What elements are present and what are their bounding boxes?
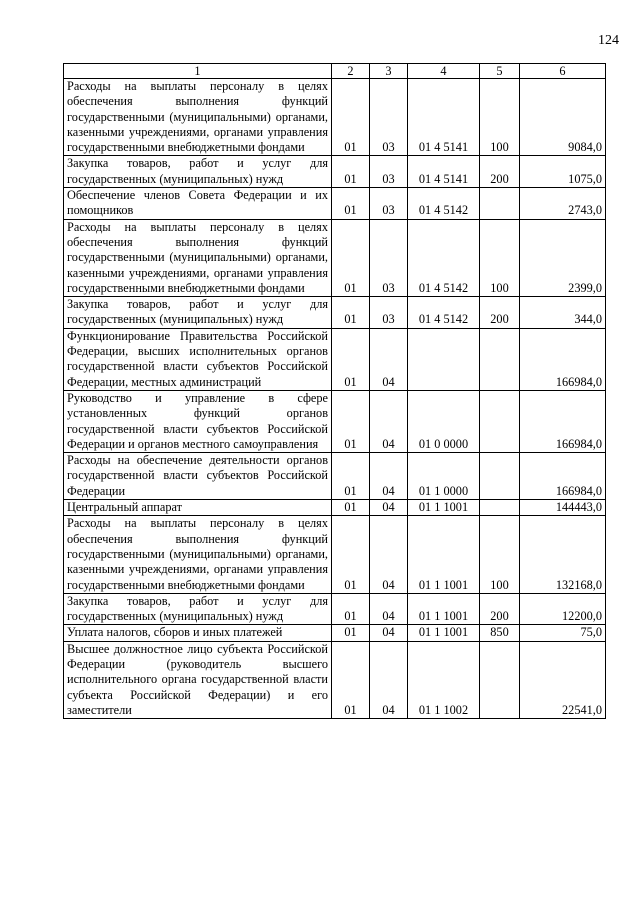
row-expense-type-cell	[480, 188, 520, 220]
row-expense-type-cell: 100	[480, 79, 520, 156]
row-expense-type-cell: 200	[480, 593, 520, 625]
row-section-cell: 01	[332, 297, 370, 329]
row-target-article-cell: 01 1 1001	[408, 500, 480, 516]
column-header-amount: 6	[520, 64, 606, 79]
row-amount-cell: 344,0	[520, 297, 606, 329]
row-subsection-cell: 04	[370, 516, 408, 593]
header-row	[64, 64, 606, 79]
column-header-subsection: 3	[370, 64, 408, 79]
row-amount-cell: 1075,0	[520, 156, 606, 188]
row-subsection-cell: 04	[370, 500, 408, 516]
row-section-cell: 01	[332, 516, 370, 593]
table-row	[64, 500, 606, 516]
table-row	[64, 328, 606, 390]
row-target-article-cell: 01 4 5142	[408, 219, 480, 296]
row-section-cell: 01	[332, 156, 370, 188]
row-subsection-cell: 04	[370, 641, 408, 718]
row-amount-cell: 9084,0	[520, 79, 606, 156]
table-row	[64, 156, 606, 188]
row-section-cell: 01	[332, 79, 370, 156]
row-amount-cell: 12200,0	[520, 593, 606, 625]
row-name-cell: Центральный аппарат	[64, 500, 332, 516]
row-section-cell: 01	[332, 500, 370, 516]
row-target-article-cell: 01 4 5141	[408, 156, 480, 188]
row-amount-cell: 166984,0	[520, 453, 606, 500]
column-header-section: 2	[332, 64, 370, 79]
row-subsection-cell: 04	[370, 453, 408, 500]
row-expense-type-cell	[480, 641, 520, 718]
row-section-cell: 01	[332, 625, 370, 641]
row-name-cell: Руководство и управление в сфере установленных функций органов государственной власти субъектов Российской Федерации и органов местного самоуправления	[64, 390, 332, 452]
row-expense-type-cell	[480, 500, 520, 516]
row-subsection-cell: 04	[370, 328, 408, 390]
row-section-cell: 01	[332, 593, 370, 625]
row-target-article-cell: 01 1 1002	[408, 641, 480, 718]
row-section-cell: 01	[332, 641, 370, 718]
row-name-cell: Функционирование Правительства Российской Федерации, высших исполнительных органов государственной власти субъектов Российской Федерации, местных администраций	[64, 328, 332, 390]
column-header-expense-type: 5	[480, 64, 520, 79]
table-row	[64, 297, 606, 329]
row-target-article-cell: 01 0 0000	[408, 390, 480, 452]
row-amount-cell: 144443,0	[520, 500, 606, 516]
row-target-article-cell: 01 1 1001	[408, 625, 480, 641]
row-expense-type-cell: 850	[480, 625, 520, 641]
row-expense-type-cell: 100	[480, 219, 520, 296]
row-amount-cell: 166984,0	[520, 390, 606, 452]
row-target-article-cell: 01 4 5142	[408, 297, 480, 329]
row-expense-type-cell	[480, 390, 520, 452]
row-target-article-cell	[408, 328, 480, 390]
table-row	[64, 641, 606, 718]
table-row	[64, 625, 606, 641]
row-subsection-cell: 03	[370, 188, 408, 220]
row-subsection-cell: 04	[370, 390, 408, 452]
table-row	[64, 516, 606, 593]
row-section-cell: 01	[332, 219, 370, 296]
row-section-cell: 01	[332, 328, 370, 390]
row-name-cell: Закупка товаров, работ и услуг для государственных (муниципальных) нужд	[64, 593, 332, 625]
row-amount-cell: 132168,0	[520, 516, 606, 593]
row-target-article-cell: 01 4 5141	[408, 79, 480, 156]
column-header-name: 1	[64, 64, 332, 79]
row-name-cell: Расходы на выплаты персоналу в целях обеспечения выполнения функций государственными (муниципальными) органами, казенными учреждениями, органами управления государственными внебюджетными фондами	[64, 219, 332, 296]
row-name-cell: Расходы на обеспечение деятельности органов государственной власти субъектов Российской Федерации	[64, 453, 332, 500]
row-name-cell: Расходы на выплаты персоналу в целях обеспечения выполнения функций государственными (муниципальными) органами, казенными учреждениями, органами управления государственными внебюджетными фондами	[64, 516, 332, 593]
row-subsection-cell: 03	[370, 219, 408, 296]
row-expense-type-cell	[480, 328, 520, 390]
row-subsection-cell: 03	[370, 79, 408, 156]
table-row	[64, 390, 606, 452]
row-name-cell: Расходы на выплаты персоналу в целях обеспечения выполнения функций государственными (муниципальными) органами, казенными учреждениями, органами управления государственными внебюджетными фондами	[64, 79, 332, 156]
row-amount-cell: 2399,0	[520, 219, 606, 296]
row-section-cell: 01	[332, 453, 370, 500]
table-row	[64, 453, 606, 500]
row-subsection-cell: 03	[370, 156, 408, 188]
row-target-article-cell: 01 1 0000	[408, 453, 480, 500]
row-target-article-cell: 01 1 1001	[408, 593, 480, 625]
row-name-cell: Высшее должностное лицо субъекта Российской Федерации (руководитель высшего исполнительного органа государственной власти субъекта Российской Федерации) и его заместители	[64, 641, 332, 718]
row-expense-type-cell: 200	[480, 156, 520, 188]
row-expense-type-cell: 200	[480, 297, 520, 329]
row-amount-cell: 22541,0	[520, 641, 606, 718]
table-row	[64, 79, 606, 156]
budget-table	[63, 63, 606, 719]
row-amount-cell: 166984,0	[520, 328, 606, 390]
column-header-target-article: 4	[408, 64, 480, 79]
table-row	[64, 188, 606, 220]
row-target-article-cell: 01 1 1001	[408, 516, 480, 593]
row-amount-cell: 2743,0	[520, 188, 606, 220]
row-name-cell: Закупка товаров, работ и услуг для государственных (муниципальных) нужд	[64, 156, 332, 188]
row-expense-type-cell	[480, 453, 520, 500]
row-name-cell: Обеспечение членов Совета Федерации и их помощников	[64, 188, 332, 220]
row-section-cell: 01	[332, 390, 370, 452]
row-subsection-cell: 04	[370, 625, 408, 641]
table-row	[64, 593, 606, 625]
row-name-cell: Закупка товаров, работ и услуг для государственных (муниципальных) нужд	[64, 297, 332, 329]
row-section-cell: 01	[332, 188, 370, 220]
page-number: 124	[598, 33, 619, 48]
row-target-article-cell: 01 4 5142	[408, 188, 480, 220]
row-subsection-cell: 03	[370, 297, 408, 329]
table-row	[64, 219, 606, 296]
row-expense-type-cell: 100	[480, 516, 520, 593]
row-name-cell: Уплата налогов, сборов и иных платежей	[64, 625, 332, 641]
row-subsection-cell: 04	[370, 593, 408, 625]
row-amount-cell: 75,0	[520, 625, 606, 641]
